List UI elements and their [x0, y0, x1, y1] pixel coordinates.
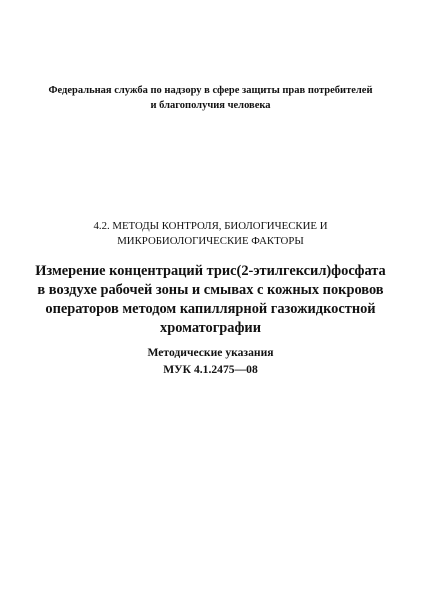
section-line-1: 4.2. МЕТОДЫ КОНТРОЛЯ, БИОЛОГИЧЕСКИЕ И [93, 220, 328, 232]
title-line-1: Измерение концентраций трис(2-этилгексил)фосфата [35, 263, 386, 279]
document-code: МУК 4.1.2475—08 [163, 363, 258, 376]
organization-line-1: Федеральная служба по надзору в сфере защиты прав потребителей [48, 85, 373, 96]
organization-line-2: и благополучия человека [150, 100, 271, 111]
section-heading [20, 219, 401, 249]
document-title [20, 262, 401, 338]
document-type-block [20, 344, 401, 378]
title-line-4: хроматографии [160, 320, 261, 336]
document-type: Методические указания [147, 346, 274, 359]
section-line-2: МИКРОБИОЛОГИЧЕСКИЕ ФАКТОРЫ [117, 235, 304, 247]
title-line-2: в воздухе рабочей зоны и смывах с кожных покровов [37, 282, 384, 298]
title-line-3: операторов методом капиллярной газожидкостной [45, 301, 376, 317]
organization-heading [20, 83, 401, 113]
